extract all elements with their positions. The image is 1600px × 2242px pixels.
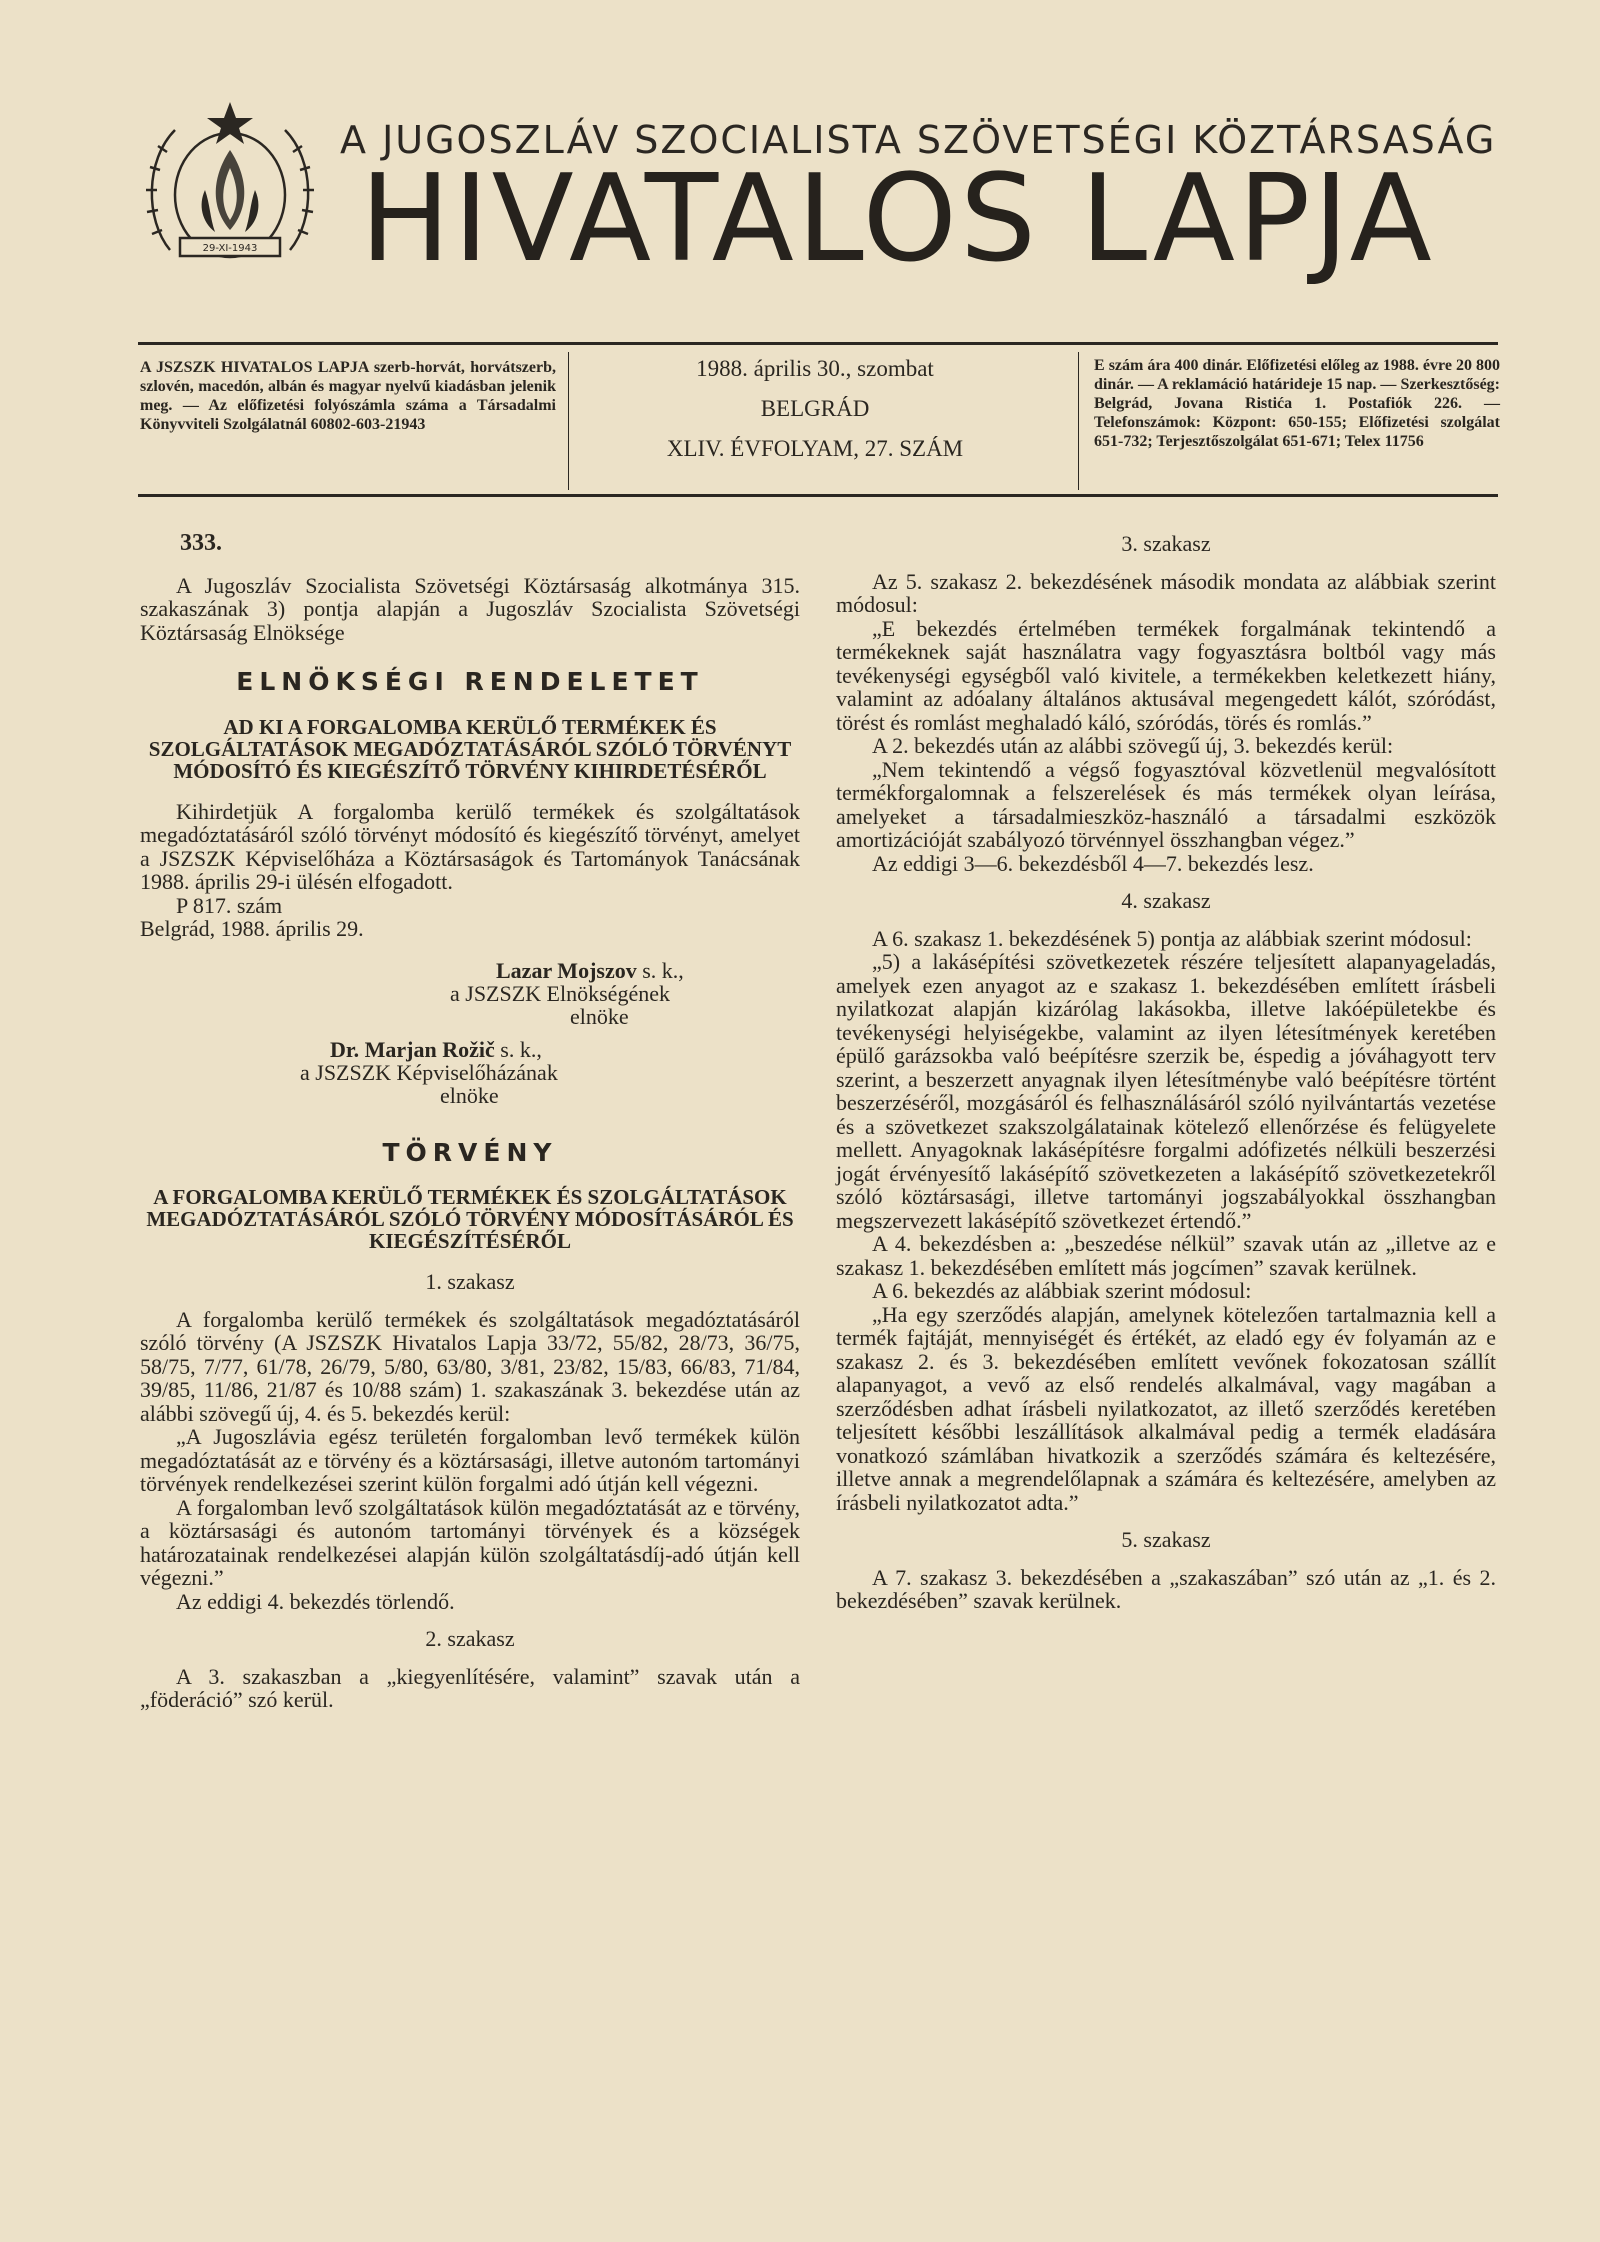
masthead-top-rule xyxy=(138,342,1498,345)
left-column xyxy=(140,528,800,1712)
masthead-bottom-rule xyxy=(138,494,1498,497)
section-2-heading: 2. szakasz xyxy=(425,1626,515,1651)
signatory-role-2b: elnöke xyxy=(440,1082,499,1108)
promulgation-paragraph: Kihirdetjük A forgalomba kerülő termékek és szolgáltatások megadóztatásáról szóló törvényt módosító és kiegészítő törvényt, amelyet a JSZSZK Képviselőháza a Köztársaságok és Tartományok Tanácsának 1988. április 29-i ülésén elfogadott. xyxy=(140,798,800,894)
right-column xyxy=(836,528,1496,1613)
issue-place: BELGRÁD xyxy=(760,396,870,421)
section-5-heading: 5. szakasz xyxy=(1121,1527,1211,1552)
section-3-paragraph-3: Az eddigi 3—6. bekezdésből 4—7. bekezdés lesz. xyxy=(872,850,1314,876)
section-1-quote-2: A forgalomban levő szolgáltatások külön megadóztatását az e törvény, a köztársasági és autonóm tartományi törvények és a községek határozatainak rendelkezései alapján külön szolgáltatásdíj-adó útján kell végezni.” xyxy=(140,1494,800,1590)
issue-info xyxy=(580,354,1050,474)
reference-number: P 817. szám xyxy=(176,892,283,918)
section-4-paragraph-3: A 6. bekezdés az alábbiak szerint módosul: xyxy=(872,1278,1252,1303)
signatory-name-1: Lazar Mojszov xyxy=(496,957,637,983)
state-emblem-icon xyxy=(140,100,320,280)
place-date: Belgrád, 1988. április 29. xyxy=(140,916,364,941)
main-title: HIVATALOS LAPJA xyxy=(360,150,1435,289)
signatory-suffix-1: s. k., xyxy=(636,957,684,983)
section-3-paragraph-1: Az 5. szakasz 2. bekezdésének második mondata az alábbiak szerint módosul: xyxy=(836,568,1496,617)
pricing-contact-info: E szám ára 400 dinár. Előfizetési előleg az 1988. évre 20 800 dinár. — A reklamáció határideje 15 nap. — Szerkesztőség: Belgrád, Jovana Ristića 1. Postafiók 226. — Telefonszámok: Központ: 650-155; Előfizetési szolgálat 651-732; Terjesztőszolgálat 651-671; Telex 11756 xyxy=(1094,357,1500,450)
emblem-year-band: 29-XI-1943 xyxy=(202,243,258,254)
signatory-suffix-2: s. k., xyxy=(494,1036,542,1062)
section-1-heading: 1. szakasz xyxy=(425,1269,515,1294)
signature-block-2 xyxy=(300,1038,800,1107)
act-number: 333. xyxy=(180,530,222,556)
section-5-paragraph: A 7. szakasz 3. bekezdésében a „szakaszában” szó után az „1. és 2. bekezdésében” szavak kerülnek. xyxy=(836,1564,1496,1613)
section-1-quote-1: „A Jugoszlávia egész területén forgalomban levő termékek külön megadóztatását az e törvény és a köztársasági, illetve autonóm tartományi törvények rendelkezései szerint külön forgalmi adó útján kell végezni. xyxy=(140,1424,800,1496)
decree-heading: ELNÖKSÉGI RENDELETET xyxy=(236,667,704,696)
section-1-paragraph-2: Az eddigi 4. bekezdés törlendő. xyxy=(176,1588,455,1614)
section-4-quote-2: „Ha egy szerződés alapján, amelynek kötelezően tartalmaznia kell a termék fajtáját, mennyiségét és értékét, az eladó egy év folyamán az e szakasz 2. és 3. bekezdésében említett vevőnek fokozatosan szállít alapanyagot, a vevő az első rendelés alkalmával, vagy magában a szerződésben adhat írásbeli nyilatkozatot, az illető szerződés keretében teljesített későbbi leszállítások alkalmával pedig a termék eladására vonatkozó számlában hivatkozik a szerződés számára és keltezésére, illetve annak a megrendelőlapnak a számára és keltezésére, amelyben az írásbeli nyilatkozatot adta.” xyxy=(836,1301,1496,1515)
section-4-paragraph-1: A 6. szakasz 1. bekezdésének 5) pontja az alábbiak szerint módosul: xyxy=(872,925,1472,951)
issue-volume: XLIV. ÉVFOLYAM, 27. SZÁM xyxy=(666,436,964,461)
section-3-quote-1: „E bekezdés értelmében termékek forgalmának tekintendő a termékeknek saját használatra vagy fogyasztásra boltból vagy más tevékenységi egységből való kivitele, a termékekben keletkezett hiány, valamint az adóalany általános aktusával megengedett kálót, szóródást, törést és romlást meghaladó káló, szóródás, törés és romlás.” xyxy=(836,615,1496,735)
signatory-name-2: Dr. Marjan Rožič xyxy=(330,1036,495,1062)
section-4-paragraph-2: A 4. bekezdésben a: „beszedése nélkül” szavak után az „illetve az e szakasz 1. bekezdésében említett más jogcímen” szavak kerülnek. xyxy=(836,1231,1496,1280)
section-1-paragraph: A forgalomba kerülő termékek és szolgáltatások megadóztatásáról szóló törvény (A JSZSZK Hivatalos Lapja 33/72, 55/82, 28/73, 36/75, 58/75, 7/77, 61/78, 26/79, 5/80, 63/80, 3/81, 23/82, 15/83, 66/83, 71/84, 39/85, 11/86, 21/87 és 10/88 szám) 1. szakaszának 3. bekezdése után az alábbi szövegű új, 4. és 5. bekezdés kerül: xyxy=(140,1306,800,1426)
decree-title: AD KI A FORGALOMBA KERÜLŐ TERMÉKEK ÉS SZOLGÁLTATÁSOK MEGADÓZTATÁSÁRÓL SZÓLÓ TÖRVÉNYT MÓDOSÍTÓ ÉS KIEGÉSZÍTŐ TÖRVÉNY KIHIRDETÉSÉRŐL xyxy=(148,714,792,783)
section-4-quote-1: „5) a lakásépítési szövetkezetek részére teljesített alapanyageladás, amelyek ezen anyagot az e szakasz 1. bekezdésében említett írásbeli nyilatkozat alapján kizárólag lakásokba, illetve lakóépületekbe és tevékenységi helyiségekbe, valamint az ilyen létesítmények keretében épülő garázsokba való beépítésre szerzik be, éspedig a jóváhagyott terv szerint, a beszerzett anyagnak ilyen létesítménybe való beépítésre történt beszerzéséről, mozgásáról és felhasználásáról szóló nyilvántartás vezetése és a szövetkezet szakszolgálatainak kötelező ellenőrzése és felügyelete mellett. Anyagoknak lakásépítésre forgalmi adófizetés nélküli beszerzési jogát érvényesítő lakásépítő szövetkezeten a lakásépítő szövetkezetekről szóló köztársasági, illetve tartományi jogszabályokkal összhangban megszervezett lakásépítő szövetkezet értendő.” xyxy=(836,949,1496,1233)
signatory-role-1b: elnöke xyxy=(570,1003,629,1029)
intro-paragraph: A Jugoszláv Szocialista Szövetségi Köztársaság alkotmánya 315. szakaszának 3) pontja alapján a Jugoszláv Szocialista Szövetségi Köztársaság Elnöksége xyxy=(140,572,800,645)
over-title: A JUGOSZLÁV SZOCIALISTA SZÖVETSÉGI KÖZTÁRSASÁG xyxy=(340,118,1497,162)
masthead-divider-right xyxy=(1078,352,1079,490)
signatory-role-2: a JSZSZK Képviselőházának xyxy=(300,1059,558,1085)
signature-block-1 xyxy=(450,959,800,1028)
signatory-role-1: a JSZSZK Elnökségének xyxy=(450,980,670,1006)
section-3-heading: 3. szakasz xyxy=(1121,531,1211,556)
masthead-divider-left xyxy=(568,352,569,490)
issue-date: 1988. április 30., szombat xyxy=(696,356,934,381)
subscription-info: A JSZSZK HIVATALOS LAPJA szerb-horvát, horvátszerb, szlovén, macedón, albán és magyar nyelvű kiadásban jelenik meg. — Az előfizetési folyószámla száma a Társadalmi Könyvviteli Szolgálatnál 60802-603-21943 xyxy=(140,359,556,433)
section-3-quote-2: „Nem tekintendő a végső fogyasztóval közvetlenül megvalósított termékforgalomnak a felszerelések és más termékek olyan leírása, amelyeket a társadalmieszköz-használó a társadalmi eszközök amortizációját szabályozó törvénnyel összhangban végez.” xyxy=(836,756,1496,852)
law-title: A FORGALOMBA KERÜLŐ TERMÉKEK ÉS SZOLGÁLTATÁSOK MEGADÓZTATÁSÁRÓL SZÓLÓ TÖRVÉNY MÓDOSÍTÁSÁRÓL ÉS KIEGÉSZÍTÉSÉRŐL xyxy=(146,1185,794,1253)
section-3-paragraph-2: A 2. bekezdés után az alábbi szövegű új, 3. bekezdés kerül: xyxy=(872,733,1394,758)
section-4-heading: 4. szakasz xyxy=(1121,888,1211,913)
law-heading: TÖRVÉNY xyxy=(382,1137,558,1167)
section-2-paragraph: A 3. szakaszban a „kiegyenlítésére, valamint” szavak után a „föderáció” szó kerül. xyxy=(140,1663,800,1712)
